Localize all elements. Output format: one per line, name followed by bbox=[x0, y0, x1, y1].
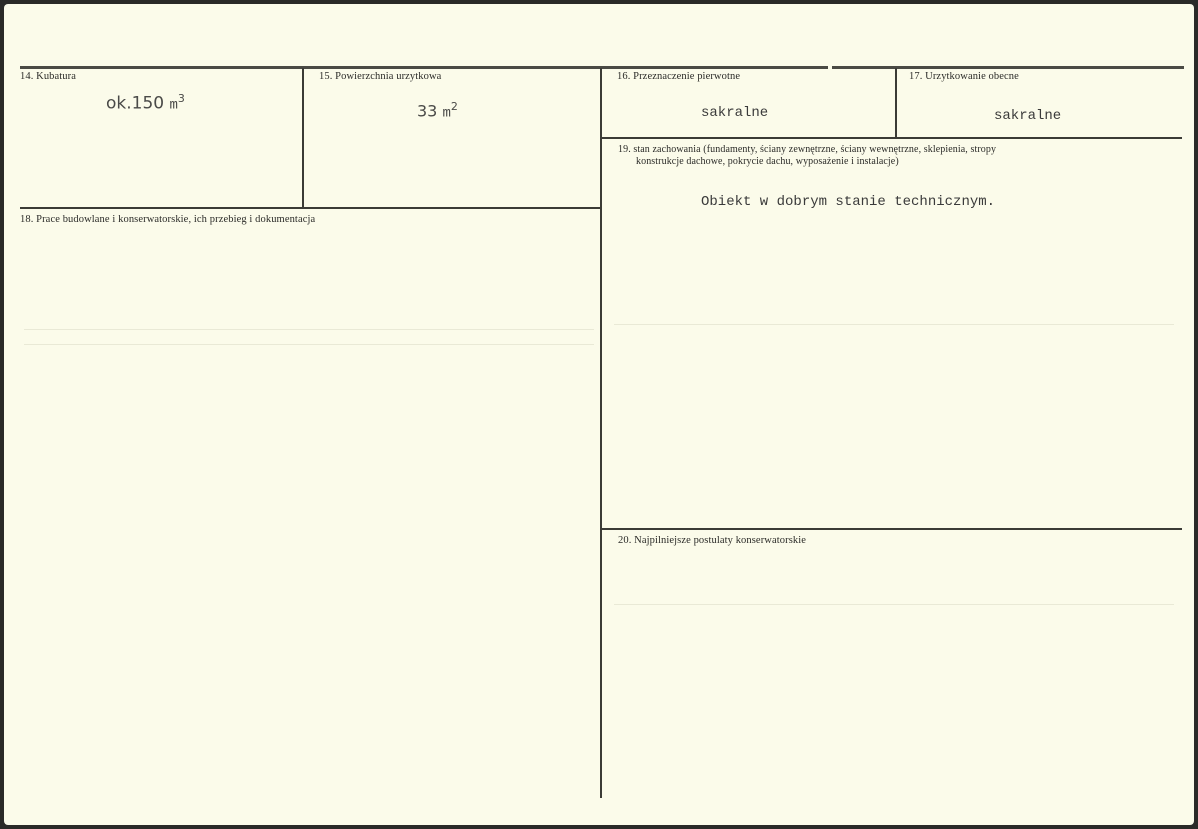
rule-below-16-17 bbox=[602, 137, 1182, 139]
value-powierzchnia-exponent: 2 bbox=[450, 100, 458, 113]
value-powierzchnia-number: 33 bbox=[417, 101, 438, 121]
bleed-through-line bbox=[614, 604, 1174, 605]
value-powierzchnia-unit: m bbox=[442, 105, 451, 122]
rule-below-14-15 bbox=[20, 207, 602, 209]
label-prace-budowlane: 18. Prace budowlane i konserwatorskie, ich przebieg i dokumentacja bbox=[20, 214, 316, 225]
top-rule-right bbox=[832, 66, 1184, 69]
value-uzytkowanie-obecne: sakralne bbox=[994, 108, 1062, 124]
bleed-through-line bbox=[24, 344, 594, 345]
label-postulaty-konserwatorskie: 20. Najpilniejsze postulaty konserwatorskie bbox=[618, 535, 807, 546]
label-powierzchnia: 15. Powierzchnia urzytkowa bbox=[319, 71, 442, 82]
label-stan-zachowania-line2: konstrukcje dachowe, pokrycie dachu, wyposażenie i instalacje) bbox=[636, 156, 899, 167]
value-kubatura-unit: m bbox=[169, 97, 178, 114]
label-uzytkowanie-obecne: 17. Urzytkowanie obecne bbox=[909, 71, 1019, 82]
divider-16-17 bbox=[895, 68, 897, 139]
value-kubatura-exponent: 3 bbox=[177, 92, 185, 105]
top-rule-left bbox=[20, 66, 828, 69]
divider-14-15 bbox=[302, 68, 304, 208]
center-divider bbox=[600, 68, 602, 798]
label-kubatura: 14. Kubatura bbox=[20, 71, 77, 82]
bleed-through-line bbox=[24, 329, 594, 330]
value-przeznaczenie-pierwotne: sakralne bbox=[701, 105, 769, 121]
rule-below-19 bbox=[602, 528, 1182, 530]
label-przeznaczenie-pierwotne: 16. Przeznaczenie pierwotne bbox=[617, 71, 741, 82]
record-card bbox=[4, 4, 1194, 825]
label-stan-zachowania-line1: 19. stan zachowania (fundamenty, ściany zewnętrzne, ściany wewnętrzne, sklepienia, stropy bbox=[618, 144, 997, 155]
value-kubatura-number: ok.150 bbox=[106, 93, 165, 114]
value-stan-zachowania: Obiekt w dobrym stanie technicznym. bbox=[701, 194, 996, 210]
value-powierzchnia bbox=[417, 100, 458, 121]
value-kubatura bbox=[106, 92, 185, 114]
bleed-through-line bbox=[614, 324, 1174, 325]
